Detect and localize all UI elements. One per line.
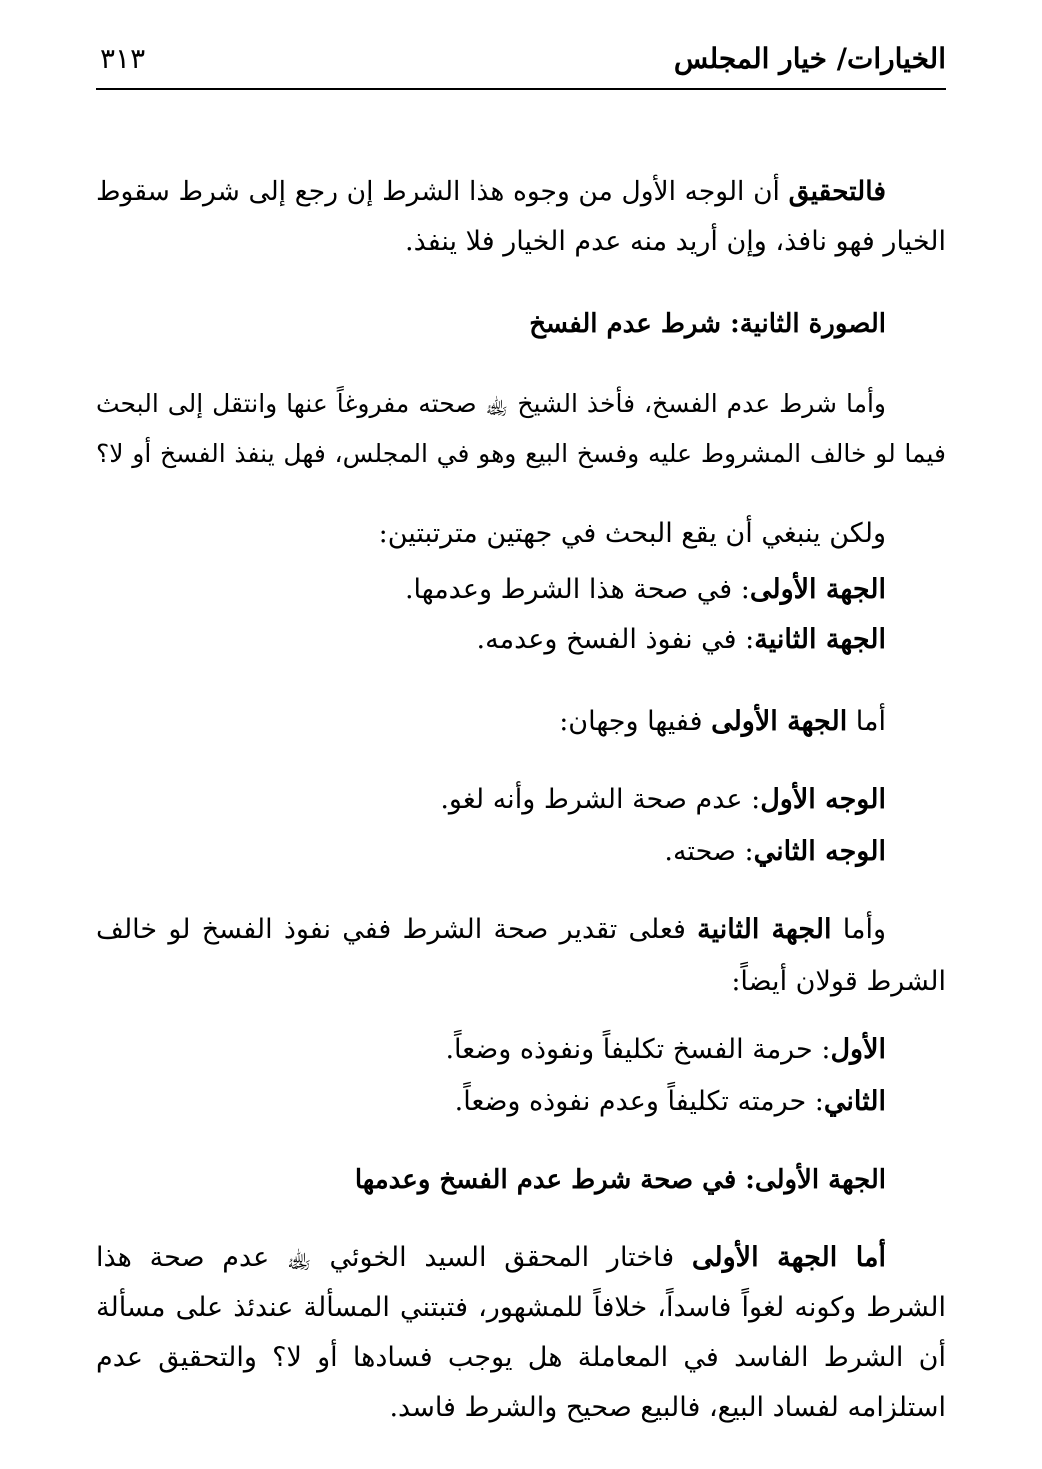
section-heading: الجهة الأولى: في صحة شرط عدم الفسخ وعدمها — [354, 1165, 886, 1195]
section-heading: الصورة الثانية: شرط عدم الفسخ — [529, 309, 886, 339]
paragraph-line: استلزامه لفساد البيع، فالبيع صحيح والشرط فاسد. — [389, 1392, 946, 1423]
item-text: : عدم صحة الشرط وأنه لغو. — [440, 784, 761, 815]
item-label: الوجه الثاني — [753, 836, 886, 867]
paragraph-line: فيما لو خالف المشروط عليه وفسخ البيع وهو في المجلس، فهل ينفذ الفسخ أو لا؟ — [96, 439, 946, 468]
paragraph-line: ولكن ينبغي أن يقع البحث في جهتين مترتبتين: — [378, 518, 886, 549]
emphasis-lead: أما الجهة الأولى — [691, 1242, 886, 1273]
list-item — [96, 618, 946, 662]
list-item — [96, 1080, 946, 1124]
document-page — [96, 38, 946, 1423]
emphasis-label: الجهة الثانية — [697, 914, 832, 945]
paragraph-text: وأما — [831, 914, 886, 945]
paragraph-line: وأما شرط عدم الفسخ، فأخذ الشيخ ﵀ صحته مفروغاً عنها وانتقل إلى البحث — [96, 389, 886, 418]
list-item — [96, 830, 946, 874]
paragraph-line — [96, 908, 946, 952]
list-item — [96, 1028, 946, 1072]
item-text: : حرمة الفسخ تكليفاً ونفوذه وضعاً. — [445, 1034, 831, 1065]
page-header — [96, 38, 946, 90]
item-label: الوجه الأول — [760, 784, 886, 815]
paragraph-text: أما — [847, 706, 886, 737]
paragraph-text: ففيها وجهان: — [559, 706, 712, 737]
running-title: الخيارات/ خيار المجلس — [673, 42, 946, 75]
emphasis-lead: فالتحقيق — [788, 176, 886, 207]
item-label: الجهة الثانية — [754, 624, 886, 655]
paragraph-line — [96, 170, 946, 214]
paragraph-line: الشرط قولان أيضاً: — [731, 966, 946, 997]
paragraph-line: أن الشرط الفاسد في المعاملة هل يوجب فسادها أو لا؟ والتحقيق عدم — [96, 1342, 946, 1373]
item-text: : حرمته تكليفاً وعدم نفوذه وضعاً. — [454, 1086, 824, 1117]
list-item — [96, 568, 946, 612]
paragraph-text: أن الوجه الأول من وجوه هذا الشرط إن رجع إلى شرط سقوط — [96, 176, 789, 207]
paragraph-line — [96, 1236, 946, 1280]
paragraph-line — [96, 700, 946, 744]
item-text: : في صحة هذا الشرط وعدمها. — [404, 574, 750, 605]
item-text: : في نفوذ الفسخ وعدمه. — [476, 624, 755, 655]
paragraph-text: فاختار المحقق السيد الخوئي ﵀ عدم صحة هذا — [96, 1242, 692, 1273]
page-number: ٣١٣ — [100, 42, 146, 75]
item-label: الثاني — [823, 1086, 886, 1117]
item-label: الجهة الأولى — [749, 574, 886, 605]
emphasis-label: الجهة الأولى — [711, 706, 848, 737]
item-text: : صحته. — [664, 836, 754, 867]
paragraph-line: الخيار فهو نافذ، وإن أريد منه عدم الخيار فلا ينفذ. — [405, 226, 946, 257]
list-item — [96, 778, 946, 822]
item-label: الأول — [830, 1034, 886, 1065]
paragraph-text: فعلى تقدير صحة الشرط ففي نفوذ الفسخ لو خالف — [96, 914, 698, 945]
paragraph-line: الشرط وكونه لغواً فاسداً، خلافاً للمشهور، فتبتني المسألة عندئذ على مسألة — [96, 1292, 946, 1323]
